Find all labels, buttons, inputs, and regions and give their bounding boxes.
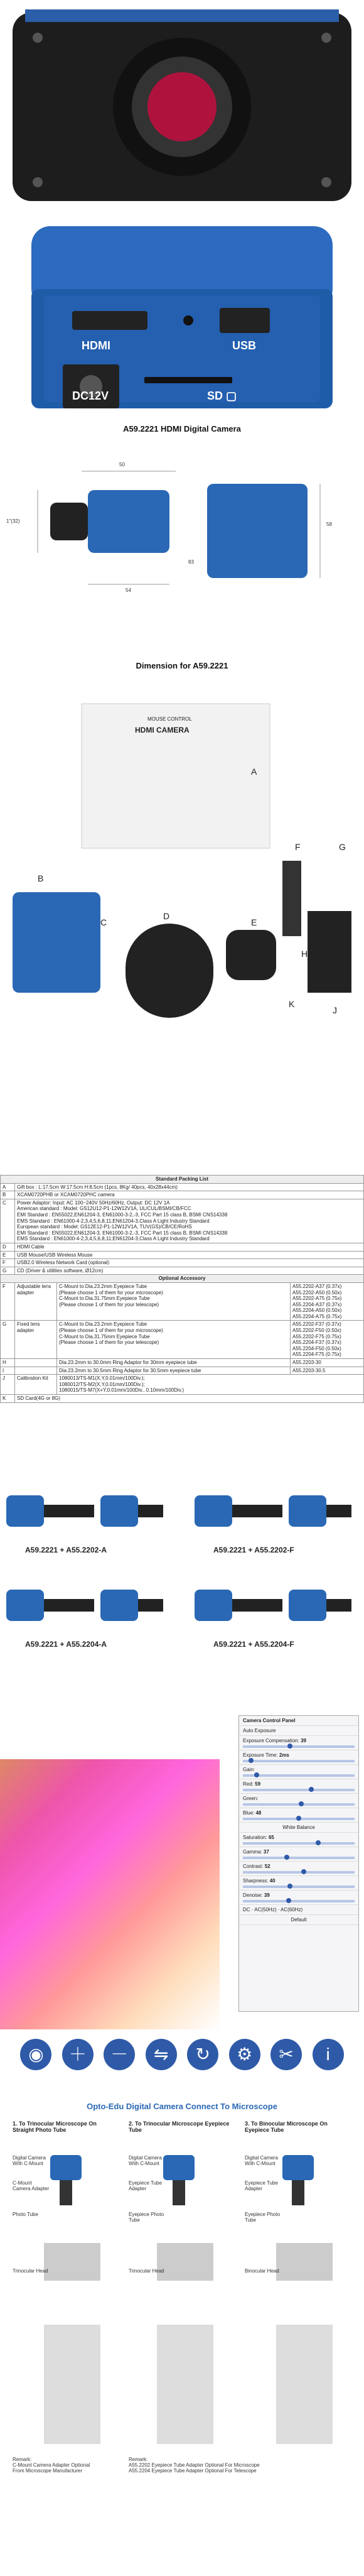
optional-name: Fixed lens adapter bbox=[15, 1321, 57, 1359]
combo-caption: A59.2221 + A55.2202-F bbox=[213, 1546, 294, 1554]
optional-name: Adjustable lens adapter bbox=[15, 1282, 57, 1321]
camera-control-panel: Camera Control Panel Auto Exposure Exposure Compensation: 39 Exposure Time: 2ms Gain: Red: 59 Green: Blue: 48 White Balance Saturation: 65 Gamma: 37 Contrast: 52 Sharpness: 40 Denoise: 39 DC · AC(50Hz) · AC(60Hz) Default bbox=[238, 1715, 359, 2012]
caption-dimension: Dimension for A59.2221 bbox=[136, 661, 228, 670]
hdmi-label: HDMI bbox=[82, 339, 110, 352]
exposure-time-slider[interactable] bbox=[243, 1760, 355, 1762]
camera-back-photo bbox=[0, 0, 364, 207]
saturation-slider[interactable] bbox=[243, 1842, 355, 1845]
part-label: Digital Camera With C-Mount bbox=[129, 2155, 162, 2166]
contrast-slider[interactable] bbox=[243, 1871, 355, 1874]
part-label: Trinocular Head bbox=[13, 2268, 48, 2274]
part-label: Photo Tube bbox=[13, 2212, 38, 2217]
packing-value: XCAM0720PHB or XCAM0720PHC camera bbox=[15, 1191, 364, 1199]
gamma-value: 37 bbox=[263, 1849, 269, 1855]
microscope-sample-image bbox=[0, 1759, 220, 2029]
optional-desc: C-Mount to Dia.23.2mm Eyepiece Tube (Please choose 1 of them for your microscope) C-Mount to Dia.31.75mm Eyepiece Tube (Please choose 1 of them for your telescope) bbox=[57, 1321, 291, 1359]
optional-codes: A55.2202-F37 (0.37x) A55.2202-F50 (0.50x) A55.2202-F75 (0.75x) A55.2204-F37 (0.37x) A55.2204-F50 (0.50x) A55.2204-F75 (0.75x) bbox=[291, 1321, 364, 1359]
saturation-value: 65 bbox=[268, 1835, 274, 1840]
combo-caption: A59.2221 + A55.2204-A bbox=[25, 1640, 107, 1649]
box-label-G: G bbox=[339, 842, 346, 852]
packing-key: E bbox=[1, 1251, 15, 1259]
dim-d: 58 bbox=[326, 521, 332, 527]
box-label-K: K bbox=[289, 999, 295, 1009]
dim-b: 1"(32) bbox=[6, 518, 20, 524]
denoise-slider[interactable] bbox=[243, 1900, 355, 1902]
denoise-value: 39 bbox=[264, 1892, 270, 1898]
box-subtitle: MOUSE CONTROL bbox=[147, 716, 192, 722]
combo-caption: A59.2221 + A55.2204-F bbox=[213, 1640, 294, 1649]
packing-key: B bbox=[1, 1191, 15, 1199]
panel-title: Camera Control Panel bbox=[239, 1716, 358, 1726]
box-label-F: F bbox=[295, 842, 301, 852]
packing-value: USB Mouse/USB Wireless Mouse bbox=[15, 1251, 364, 1259]
optional-key: I bbox=[1, 1367, 15, 1375]
freq-ac50[interactable]: AC(50Hz) bbox=[254, 1907, 277, 1913]
optional-key: J bbox=[1, 1375, 15, 1395]
freq-ac60[interactable]: AC(60Hz) bbox=[281, 1907, 303, 1913]
step-2: 2. To Trinocular Microscope Eyepiece Tube bbox=[129, 2120, 230, 2133]
part-label: Digital Camera With C-Mount bbox=[13, 2155, 46, 2166]
sharpness-slider[interactable] bbox=[243, 1886, 355, 1888]
caption-hdmi-camera: A59.2221 HDMI Digital Camera bbox=[123, 424, 241, 434]
gain-slider[interactable] bbox=[243, 1774, 355, 1777]
optional-name bbox=[15, 1367, 57, 1375]
optional-key: H bbox=[1, 1359, 15, 1367]
package-contents-photo bbox=[0, 685, 364, 1169]
optional-codes: A55.2203-30.5 bbox=[291, 1367, 364, 1375]
dim-a: 50 bbox=[119, 462, 125, 467]
sharpness-value: 40 bbox=[269, 1878, 276, 1884]
step-3: 3. To Binocular Microscope On Eyepiece Tube bbox=[245, 2120, 328, 2133]
exposure-comp-slider[interactable] bbox=[243, 1745, 355, 1748]
optional-key: K bbox=[1, 1395, 15, 1403]
packing-title: Standard Packing List bbox=[1, 1176, 364, 1184]
part-label: C-Mount Camera Adapter bbox=[13, 2180, 50, 2191]
packing-value: HDMI Cable bbox=[15, 1243, 364, 1251]
zoom-in-icon[interactable]: ＋ bbox=[62, 2039, 94, 2070]
contrast-value: 52 bbox=[264, 1864, 270, 1869]
camera-front-photo bbox=[0, 214, 364, 415]
part-label: Eyepiece Tube Adapter bbox=[129, 2180, 162, 2191]
exposure-comp-label: Exposure Compensation: bbox=[243, 1738, 299, 1744]
info-icon[interactable]: i bbox=[313, 2039, 344, 2070]
part-label: Eyepiece Tube Adapter bbox=[245, 2180, 278, 2191]
default-button[interactable]: Default bbox=[239, 1915, 358, 1925]
combo-caption: A59.2221 + A55.2202-A bbox=[25, 1546, 107, 1554]
packing-list-table bbox=[0, 1175, 364, 1403]
box-label-H: H bbox=[301, 949, 308, 959]
red-value: 59 bbox=[255, 1781, 261, 1787]
red-slider[interactable] bbox=[243, 1789, 355, 1791]
box-label-C: C bbox=[100, 917, 107, 927]
connect-diagram bbox=[0, 2117, 364, 2557]
camera-icon[interactable]: ◉ bbox=[20, 2039, 51, 2070]
part-label: Eyepiece Photo Tube bbox=[245, 2212, 281, 2223]
exposure-time-value: 2ms bbox=[279, 1752, 289, 1758]
optional-desc: SD Card(4G or 8G) bbox=[15, 1395, 364, 1403]
box-label-J: J bbox=[333, 1005, 337, 1015]
combination-grid bbox=[0, 1483, 364, 1671]
white-balance-button[interactable]: White Balance bbox=[239, 1823, 358, 1833]
gamma-label: Gamma: bbox=[243, 1849, 262, 1855]
dimension-drawing bbox=[0, 446, 364, 653]
packing-key: G bbox=[1, 1267, 15, 1275]
auto-exposure-label: Auto Exposure bbox=[243, 1728, 276, 1733]
denoise-label: Denoise: bbox=[243, 1892, 263, 1898]
green-slider[interactable] bbox=[243, 1803, 355, 1806]
step-1: 1. To Trinocular Microscope On Straight Photo Tube bbox=[13, 2120, 97, 2133]
packing-key: D bbox=[1, 1243, 15, 1251]
saturation-label: Saturation: bbox=[243, 1835, 267, 1840]
optional-key: F bbox=[1, 1282, 15, 1321]
dim-c: 54 bbox=[126, 587, 131, 593]
packing-value: CD (Driver & utilities software, Ø12cm) bbox=[15, 1267, 364, 1275]
sd-label: SD ▢ bbox=[207, 390, 237, 402]
packing-value: USB2.0 Wireless Network Card (optional) bbox=[15, 1259, 364, 1267]
optional-desc: C-Mount to Dia.23.2mm Eyepiece Tube (Please choose 1 of them for your microscope) C-Mount to Dia.31.75mm Eyepiece Tube (Please choose 1 of them for your telescope) bbox=[57, 1282, 291, 1321]
blue-slider[interactable] bbox=[243, 1818, 355, 1820]
contrast-label: Contrast: bbox=[243, 1864, 264, 1869]
part-label: Eyepiece Photo Tube bbox=[129, 2212, 164, 2223]
packing-key: F bbox=[1, 1259, 15, 1267]
sharpness-label: Sharpness: bbox=[243, 1878, 269, 1884]
freq-dc[interactable]: DC bbox=[243, 1907, 250, 1913]
optional-name bbox=[15, 1359, 57, 1367]
settings-icon[interactable]: ⚙ bbox=[229, 2039, 260, 2070]
optional-codes: A55.2203-30 bbox=[291, 1359, 364, 1367]
part-label: Digital Camera With C-Mount bbox=[245, 2155, 278, 2166]
optional-key: G bbox=[1, 1321, 15, 1359]
remark-1: Remark: C-Mount Camera Adapter Optional From Microscope Manufacturer bbox=[13, 2457, 90, 2474]
optional-title: Optional Accessory bbox=[1, 1275, 364, 1283]
optional-desc: 1080013/TS-M1(X,Y,0.01mm/100Div.); 1080012/TS-M2(X,Y,0.01mm/100Div.); 1080015/TS-M7(X+Y,0.01mm/100Div., 0.10mm/100Div.) bbox=[57, 1375, 364, 1395]
packing-value: Power Adaptor: Input: AC 100~240V 50Hz/60Hz, Output: DC 12V 1A American standard : Model: GS12U12-P1-12W12V1A, UL/CUL/BSMI/CB/FCC EMI Standard : EN55022,EN61204-3, EN61000-3-2,-3, FCC Part 15 class B, BSMI CNS14338 EMS Standard : EN61000-4-2,3,4,5,6,8,11;EN61204-3,Class A Light Industry Standard European standard : Model: GS12E12-P1-12W12V1A, TUV(GS)/CB/CE/RoHS EMI Standard : EN55022,EN61204-3, EN61000-3-2,-3, FCC Part 15 class B, BSMI CNS14338 EMS Standard : EN61000-4-2,3,4,5,6,8,11;EN61204-3,Class A Light Industry Standard bbox=[15, 1199, 364, 1243]
gain-label: Gain: bbox=[243, 1767, 255, 1772]
rotate-icon[interactable]: ↻ bbox=[187, 2039, 218, 2070]
red-label: Red: bbox=[243, 1781, 254, 1787]
blue-value: 48 bbox=[255, 1810, 262, 1816]
flip-icon[interactable]: ⇋ bbox=[146, 2039, 177, 2070]
connect-title: Opto-Edu Digital Camera Connect To Microscope bbox=[87, 2102, 277, 2111]
box-label-A: A bbox=[251, 767, 257, 777]
optional-codes: A55.2202-A37 (0.37x) A55.2202-A50 (0.50x) A55.2202-A75 (0.75x) A55.2204-A37 (0.37x) A55.2204-A50 (0.50x) A55.2204-A75 (0.75x) bbox=[291, 1282, 364, 1321]
remark-2: Remark: A55.2202 Eyepiece Tube Adapter Optional For Microscope A55.2204 Eyepiece Tube Adapter Optional For Telescope bbox=[129, 2457, 260, 2474]
packing-key: C bbox=[1, 1199, 15, 1243]
crop-icon[interactable]: ✂ bbox=[270, 2039, 302, 2070]
optional-name: Calibration Kit bbox=[15, 1375, 57, 1395]
box-label-D: D bbox=[163, 911, 170, 921]
green-label: Green: bbox=[243, 1796, 259, 1801]
usb-label: USB bbox=[232, 339, 257, 352]
blue-label: Blue: bbox=[243, 1810, 255, 1816]
packing-key: A bbox=[1, 1183, 15, 1191]
dim-e: 83 bbox=[188, 559, 194, 565]
exposure-comp-value: 39 bbox=[301, 1738, 306, 1744]
part-label: Binocular Head bbox=[245, 2268, 279, 2274]
optional-desc: Dia.23.2mm to 30.0mm Ring Adaptor for 30mm eyepiece tube bbox=[57, 1359, 291, 1367]
gamma-slider[interactable] bbox=[243, 1857, 355, 1859]
toolbar bbox=[0, 2039, 364, 2070]
box-label-B: B bbox=[38, 873, 44, 883]
box-label-I: I bbox=[339, 949, 341, 959]
dc-label: DC12V bbox=[72, 390, 109, 402]
box-title: HDMI CAMERA bbox=[135, 726, 190, 734]
part-label: Trinocular Head bbox=[129, 2268, 164, 2274]
optional-desc: Dia.23.2mm to 30.5mm Ring Adaptor for 30.5mm eyepiece tube bbox=[57, 1367, 291, 1375]
box-label-E: E bbox=[251, 917, 257, 927]
exposure-time-label: Exposure Time: bbox=[243, 1752, 278, 1758]
auto-exposure-checkbox[interactable] bbox=[239, 1726, 358, 1736]
zoom-out-icon[interactable]: － bbox=[104, 2039, 135, 2070]
packing-value: Gift box : L:17.5cm W:17.5cm H:8.5cm (1pcs, 8Kg/ 40pcs, 40x28x44cm) bbox=[15, 1183, 364, 1191]
